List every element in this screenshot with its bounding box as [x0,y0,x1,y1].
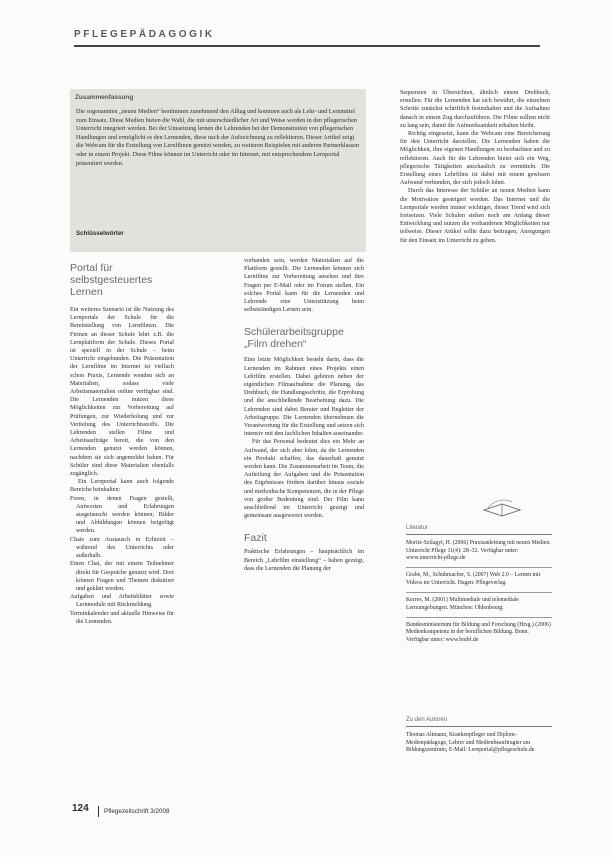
col1-bullet: Einen Chat, der mit einem Teilnehmer direkt für Gespräche genutzt wird. Dort können Fragen und Themen diskutiert und geklärt werden. [70,561,174,592]
column-2 [244,257,364,573]
author-box [406,716,552,754]
summary-heading: Zusammenfassung [75,94,134,101]
literature-entry: Bundesministerium für Bildung und Forschung (Hrsg.) (2006) Medienkompetenz in der beruflichen Bildung. Bonn. Verfügbar unter: www.bmbf.de [406,617,552,644]
header-rule [74,45,540,47]
column-3 [400,89,550,245]
keywords-label: Schlüsselwörter [76,230,124,237]
journal-source: Pflegezeitschrift 3/2008 [104,808,170,815]
section-heading-fazit: Fazit [244,532,267,545]
literature-heading: Literatur [406,524,552,535]
column-1 [70,262,174,626]
col1-bullet: Chats zum Austausch in Echtzeit – während des Unterrichts oder außerhalb. [70,536,174,560]
section-heading-portal: Portal für selbstgesteuertes Lernen [70,262,153,298]
col1-paragraph-1: Ein weiteres Szenario ist die Nutzung des Lernportals der Schule für die Bereitstellung von Lernfilmen. Die Firmen an dieser Schule lehrt z.B. die Lernplattform der Schule. Dieses Portal ist speziell in der Schule – beim Unterricht eingebunden. Die Präsentation der Lernfilme im Internet ist vielfach schon Praxis, Lernende wenden sich an Materialien, sodass viele Arbeitsmaterialien online verfügbar sind. Die Lernenden nutzen diese Möglichkeiten zur Vorbereitung auf Prüfungen, zur Wiederholung und zur Vertiefung des Unterrichtsstoffs. Die Lehrenden stellen Filme und Arbeitsaufträge bereit, die von den Lernenden genutzt werden können, nachdem sie sich angemeldet haben. Für Schüler sind diese Materialien ebenfalls zugänglich. [70,307,174,478]
footer-divider [98,806,99,817]
col2-fazit-text: Praktische Erfahrungen – hauptsächlich im Bereich „Lehrfilm einstellung“ – haben gezeigt, dass die Lernenden die Planung der [244,549,364,572]
literature-entry: Kerres, M. (2001) Multimediale und telemediale Lernumgebungen. München: Oldenbourg. [406,592,552,612]
literature-box [406,524,552,644]
col1-bullet: Foren, in denen Fragen gestellt, Antworten und Erfahrungen ausgetauscht werden können; Bilder und Abbildungen können beigefügt werden. [70,495,174,535]
author-heading: Zu den Autoren [406,716,552,727]
book-icon [482,496,522,523]
summary-box [70,89,366,252]
col1-paragraph-2: Ein Lernportal kann auch folgende Bereiche beinhalten: [70,479,174,494]
col3-paragraph-1: Sequenzen in Übersichten, ähnlich einem Drehbuch, erstellen. Für die Lernenden hat sich bewährt, die einzelnen Schritte zunächst schriftlich festzuhalten und die Aufnahme danach in einem Zug durchzuführen. Die Filme sollten nicht zu lang sein, damit die Aufmerksamkeit erhalten bleibt. [400,90,550,129]
col2-intro-paragraph: vorhanden sein, werden Materialien auf die Plattform gestellt. Die Lernenden können sich Lernfilme zur Vorbereitung ansehen und ihre Fragen per E-Mail oder im Forum stellen. Ein solches Portal kann für die Lernenden und Lehrende eine Unterstützung beim selbstständigen Lernen sein. [244,258,364,314]
section-heading-film: Schülerarbeitsgruppe „Film drehen“ [244,326,344,351]
col2-paragraph-1: Eine letzte Möglichkeit besteht darin, dass die Lernenden im Rahmen eines Projekts einen Lehrfilm erstellen. Dabei gehören neben der eigentlichen Filmaufnahme die Planung, das Drehbuch, die Handlungsschritte, die Erprobung und die anschließende Bearbeitung dazu. Die Lehrenden sind dabei Berater und Begleiter der Arbeitsgruppe. Die Lernenden übernehmen die Verantwortung für die Erstellung und setzen sich intensiv mit den fachlichen Inhalten auseinander. [244,357,364,438]
col3-paragraph-3: Durch das Interesse der Schüler an neuen Medien kann die Motivation gesteigert werden. Das Internet und die Lernportale werden immer wichtiger, dieser Trend wird sich fortsetzen. Viele Schulen stehen noch am Anfang dieser Entwicklung und nutzen die vorhandenen Möglichkeiten nur teilweise. Dieser Artikel sollte dazu beitragen, Anregungen für den Einsatz im Unterricht zu geben. [400,188,550,244]
page-number: 124 [72,803,89,814]
col1-bullet: Terminkalender und aktuelle Hinweise für die Lernenden. [70,610,174,625]
col1-bullet: Aufgaben und Arbeitsblätter sowie Lernmodule mit Rückmeldung. [70,594,174,609]
literature-entry: Moritz-Szilagyi, H. (2006) Praxisanleitung mit neuen Medien. Unterricht Pflege 11(4): 28–32. Verfügbar unter: www.unterricht-pflege.de [406,540,551,562]
journal-section-title: PFLEGEPÄDAGOGIK [74,29,215,40]
literature-entry: Grabe, M., Schuhmacher, S. (2007) Web 2.0 – Lernen mit Videos im Unterricht. Hagen: Pflegeverlag. [406,567,552,587]
summary-paragraph: Die sogenannten „neuen Medien“ bestimmen zunehmend den Alltag und kommen auch als Lehr- und Lernmittel zum Einsatz. Diese Medien bieten die Wahl, die mit unterschiedlicher Art und Weise werden in den pflegerischen Unterricht integriert werden. Bei der Umsetzung lernen die Lehrenden bei der Demonstration von pflegerischen Handlungen und ermöglicht es den Lernenden, diese nach der Aufzeichnung zu reflektieren. Dieser Artikel zeigt die Webcam für die Erstellung von Lernfilmen genutzt werden, zu weiteren Beispielen mit anderen Partnerklassen oder in einem Projekt. Diese Filme können im Unterricht oder im Internet, mit entsprechendem Lernportal präsentiert werden. [76,108,360,167]
author-text: Thomas Altmann, Krankenpfleger und Diplom-Medienpädagoge, Lehrer und Medienbeauftragter am Bildungszentrum, E-Mail: Lernportal@pflegeschule.de [406,732,535,754]
col2-paragraph-2: Für das Personal bedeutet dies ein Mehr an Aufwand, der sich aber lohnt, da die Lernenden ein Produkt schaffen, das dauerhaft genutzt werden kann. Die Zusammenarbeit im Team, die Aufteilung der Aufgaben und die Präsentation des Ergebnisses fördern darüber hinaus soziale und methodische Kompetenzen, die in der Pflege von großer Bedeutung sind. Der Film kann anschließend im Unterricht gezeigt und gemeinsam ausgewertet werden. [244,439,364,520]
summary-text [76,108,362,168]
col3-paragraph-2: Richtig eingesetzt, kann die Webcam eine Bereicherung für den Unterricht darstellen. Die Lernenden haben die Möglichkeit, ihre eigenen Handlungen zu beobachten und zu reflektieren. Auch für die Lehrenden bietet sich ein Weg, pflegerische Tätigkeiten anschaulich zu vermitteln. Die Erstellung eines Lehrfilms ist dabei mit einem gewissen Aufwand verbunden, der sich jedoch lohnt. [400,131,550,187]
